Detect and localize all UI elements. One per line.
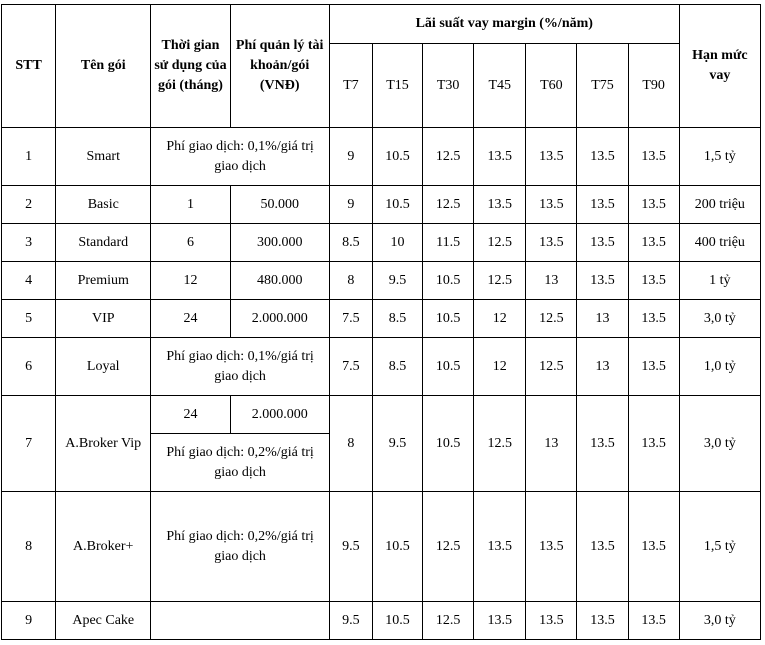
rate-cell: 10 — [372, 224, 422, 262]
rate-cell: 8 — [329, 262, 372, 300]
rate-cell: 12.5 — [423, 602, 474, 640]
header-term: T90 — [628, 44, 679, 128]
rate-cell: 13 — [526, 262, 577, 300]
limit-cell: 3,0 tỷ — [679, 602, 760, 640]
header-term: T75 — [577, 44, 628, 128]
rate-cell: 9.5 — [372, 396, 422, 492]
stt-cell: 3 — [2, 224, 56, 262]
rate-cell: 13.5 — [577, 396, 628, 492]
rate-cell: 13.5 — [577, 262, 628, 300]
rate-cell: 13.5 — [628, 128, 679, 186]
rate-cell: 12.5 — [474, 224, 526, 262]
rate-cell: 13.5 — [474, 602, 526, 640]
table-row — [2, 492, 761, 602]
fee-cell: 480.000 — [230, 262, 329, 300]
table-row — [2, 338, 761, 396]
rate-cell: 8.5 — [329, 224, 372, 262]
stt-cell: 5 — [2, 300, 56, 338]
table-row — [2, 396, 761, 434]
fee-cell: 2.000.000 — [230, 300, 329, 338]
header-term: T15 — [372, 44, 422, 128]
stt-cell: 6 — [2, 338, 56, 396]
rate-cell: 12 — [474, 300, 526, 338]
stt-cell: 9 — [2, 602, 56, 640]
limit-cell: 3,0 tỷ — [679, 396, 760, 492]
rate-cell: 8.5 — [372, 338, 422, 396]
fee-note-cell: Phí giao dịch: 0,2%/giá trị giao dịch — [151, 492, 329, 602]
stt-cell: 4 — [2, 262, 56, 300]
duration-cell: 6 — [151, 224, 230, 262]
stt-cell: 7 — [2, 396, 56, 492]
rate-cell: 9 — [329, 128, 372, 186]
rate-cell: 10.5 — [372, 492, 422, 602]
table-row — [2, 186, 761, 224]
rate-cell: 13.5 — [526, 602, 577, 640]
rate-cell: 13.5 — [628, 492, 679, 602]
table-row — [2, 300, 761, 338]
duration-cell: 1 — [151, 186, 230, 224]
rate-cell: 13 — [526, 396, 577, 492]
rate-cell: 13.5 — [526, 128, 577, 186]
rate-cell: 13.5 — [577, 602, 628, 640]
rate-cell: 13.5 — [526, 186, 577, 224]
header-term: T60 — [526, 44, 577, 128]
fee-note-cell: Phí giao dịch: 0,2%/giá trị giao dịch — [151, 434, 329, 492]
limit-cell: 1 tỷ — [679, 262, 760, 300]
rate-cell: 7.5 — [329, 338, 372, 396]
rate-cell: 10.5 — [372, 128, 422, 186]
package-name-cell: Standard — [56, 224, 151, 262]
rate-cell: 8.5 — [372, 300, 422, 338]
rate-cell: 12.5 — [474, 262, 526, 300]
rate-cell: 10.5 — [423, 300, 474, 338]
rate-cell: 12.5 — [526, 338, 577, 396]
rate-cell: 13.5 — [474, 186, 526, 224]
rate-cell: 7.5 — [329, 300, 372, 338]
rate-cell: 13 — [577, 300, 628, 338]
empty-fee-cell — [151, 602, 329, 640]
rate-cell: 10.5 — [372, 186, 422, 224]
rate-cell: 13.5 — [628, 224, 679, 262]
duration-cell: 24 — [151, 300, 230, 338]
package-name-cell: A.Broker+ — [56, 492, 151, 602]
rate-cell: 9.5 — [372, 262, 422, 300]
rate-cell: 13.5 — [628, 396, 679, 492]
header-term: T7 — [329, 44, 372, 128]
rate-cell: 12.5 — [474, 396, 526, 492]
fee-cell: 50.000 — [230, 186, 329, 224]
rate-cell: 10.5 — [423, 338, 474, 396]
header-account-fee: Phí quản lý tài khoản/gói (VNĐ) — [230, 5, 329, 128]
rate-cell: 9.5 — [329, 602, 372, 640]
rate-cell: 13.5 — [628, 262, 679, 300]
rate-cell: 11.5 — [423, 224, 474, 262]
package-name-cell: A.Broker Vip — [56, 396, 151, 492]
limit-cell: 1,0 tỷ — [679, 338, 760, 396]
rate-cell: 13.5 — [526, 224, 577, 262]
limit-cell: 400 triệu — [679, 224, 760, 262]
rate-cell: 9.5 — [329, 492, 372, 602]
rate-cell: 13.5 — [628, 186, 679, 224]
package-name-cell: Basic — [56, 186, 151, 224]
rate-cell: 13.5 — [474, 128, 526, 186]
rate-cell: 13.5 — [577, 492, 628, 602]
limit-cell: 3,0 tỷ — [679, 300, 760, 338]
stt-cell: 1 — [2, 128, 56, 186]
stt-cell: 2 — [2, 186, 56, 224]
table-row — [2, 262, 761, 300]
rate-cell: 12.5 — [423, 128, 474, 186]
table-row — [2, 128, 761, 186]
fee-note-cell: Phí giao dịch: 0,1%/giá trị giao dịch — [151, 128, 329, 186]
fee-note-cell: Phí giao dịch: 0,1%/giá trị giao dịch — [151, 338, 329, 396]
duration-cell: 12 — [151, 262, 230, 300]
rate-cell: 13.5 — [526, 492, 577, 602]
header-term: T45 — [474, 44, 526, 128]
table-row — [2, 224, 761, 262]
rate-cell: 13.5 — [577, 224, 628, 262]
header-stt: STT — [2, 5, 56, 128]
rate-cell: 13.5 — [474, 492, 526, 602]
package-name-cell: Loyal — [56, 338, 151, 396]
header-loan-limit: Hạn mức vay — [679, 5, 760, 128]
fee-cell: 300.000 — [230, 224, 329, 262]
margin-packages-table — [1, 4, 761, 640]
package-name-cell: Apec Cake — [56, 602, 151, 640]
rate-cell: 13.5 — [628, 338, 679, 396]
fee-cell: 2.000.000 — [230, 396, 329, 434]
rate-cell: 10.5 — [423, 262, 474, 300]
rate-cell: 9 — [329, 186, 372, 224]
header-package-name: Tên gói — [56, 5, 151, 128]
rate-cell: 12.5 — [423, 492, 474, 602]
rate-cell: 13.5 — [577, 186, 628, 224]
package-name-cell: Premium — [56, 262, 151, 300]
rate-cell: 13.5 — [628, 300, 679, 338]
rate-cell: 12.5 — [526, 300, 577, 338]
header-margin-rate: Lãi suất vay margin (%/năm) — [329, 5, 679, 44]
package-name-cell: Smart — [56, 128, 151, 186]
limit-cell: 1,5 tỷ — [679, 128, 760, 186]
rate-cell: 13 — [577, 338, 628, 396]
table-row — [2, 602, 761, 640]
duration-cell: 24 — [151, 396, 230, 434]
rate-cell: 10.5 — [423, 396, 474, 492]
rate-cell: 12.5 — [423, 186, 474, 224]
rate-cell: 10.5 — [372, 602, 422, 640]
header-term: T30 — [423, 44, 474, 128]
rate-cell: 13.5 — [628, 602, 679, 640]
limit-cell: 200 triệu — [679, 186, 760, 224]
rate-cell: 13.5 — [577, 128, 628, 186]
rate-cell: 12 — [474, 338, 526, 396]
limit-cell: 1,5 tỷ — [679, 492, 760, 602]
package-name-cell: VIP — [56, 300, 151, 338]
header-duration: Thời gian sử dụng của gói (tháng) — [151, 5, 230, 128]
stt-cell: 8 — [2, 492, 56, 602]
rate-cell: 8 — [329, 396, 372, 492]
